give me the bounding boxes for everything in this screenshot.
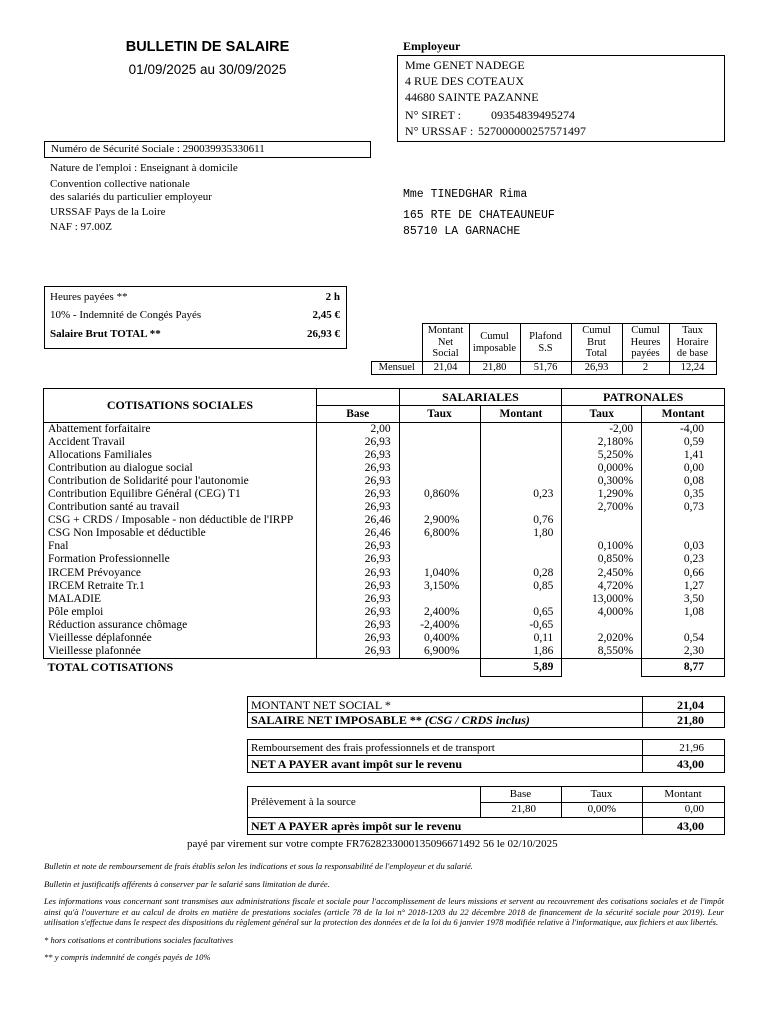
cotisation-montant-patronal: 0,66 — [642, 567, 725, 580]
cotisation-montant-salarial: 1,80 — [480, 527, 562, 540]
payment-info: payé par virement sur votre compte FR7628233000135096671492 56 le 02/10/2025 — [187, 838, 558, 850]
cotisation-taux-salarial — [399, 462, 480, 475]
cotisation-montant-patronal: 1,27 — [642, 580, 725, 593]
cotisation-taux-salarial — [399, 501, 480, 514]
cotisation-montant-salarial — [480, 462, 562, 475]
cumul-value: 12,24 — [669, 362, 716, 375]
cotisation-montant-patronal: 0,35 — [642, 488, 725, 501]
cotisation-montant-salarial: -0,65 — [480, 619, 562, 632]
cotisation-label: Pôle emploi — [44, 606, 317, 619]
cotisation-taux-salarial — [399, 553, 480, 566]
cotisation-label: Abattement forfaitaire — [44, 423, 317, 437]
urssaf-value: 527000000257571497 — [478, 124, 586, 138]
cotisation-row — [44, 527, 725, 540]
employee-city: 85710 LA GARNACHE — [403, 225, 521, 238]
cotisation-taux-salarial: 2,400% — [399, 606, 480, 619]
cotisation-taux-salarial: 6,900% — [399, 645, 480, 659]
footer-note-1: Bulletin et note de remboursement de frais établis selon les indications et sous la responsabilité de l'employeur et du salarié. — [44, 861, 473, 871]
cotisation-montant-salarial — [480, 593, 562, 606]
cotisation-montant-salarial — [480, 501, 562, 514]
cumul-value: 2 — [622, 362, 669, 375]
cotisation-base: 26,46 — [316, 527, 399, 540]
cotisation-taux-salarial: 0,400% — [399, 632, 480, 645]
cotisation-montant-patronal: -4,00 — [642, 423, 725, 437]
cumul-header-heures: Cumul Heures payées — [622, 324, 669, 362]
remboursement-value: 21,96 — [679, 742, 704, 754]
cotisation-taux-patronal — [562, 514, 642, 527]
urssaf-label: N° URSSAF : — [405, 124, 474, 138]
col-taux-sal: Taux — [399, 406, 480, 423]
footer-note-5: ** y compris indemnité de congés payés de 10% — [44, 952, 211, 962]
cotisation-montant-patronal: 0,73 — [642, 501, 725, 514]
cotisation-taux-patronal — [562, 527, 642, 540]
cotisation-taux-salarial — [399, 423, 480, 437]
cotisation-montant-salarial — [480, 423, 562, 437]
employer-city: 44680 SAINTE PAZANNE — [405, 90, 539, 104]
cotisation-taux-salarial — [399, 475, 480, 488]
cotisation-label: Accident Travail — [44, 436, 317, 449]
net-apres-label: NET A PAYER après impôt sur le revenu — [251, 819, 462, 833]
cotisation-taux-patronal: 0,000% — [562, 462, 642, 475]
prelev-taux: 0,00% — [587, 803, 616, 815]
cotisation-base: 26,93 — [316, 475, 399, 488]
cotisation-label: Fnal — [44, 540, 317, 553]
cotisation-montant-patronal: 1,08 — [642, 606, 725, 619]
cotisation-row — [44, 462, 725, 475]
employee-street: 165 RTE DE CHATEAUNEUF — [403, 209, 555, 222]
cumul-header-imposable: Cumul imposable — [469, 324, 520, 362]
col-taux-pat: Taux — [562, 406, 642, 423]
cumul-header-plafond: Plafond S.S — [520, 324, 571, 362]
cotisation-montant-patronal: 0,59 — [642, 436, 725, 449]
cotisation-row — [44, 540, 725, 553]
total-cotisations-label: TOTAL COTISATIONS — [44, 658, 317, 676]
total-patronal: 8,77 — [642, 658, 725, 676]
prelevement-label: Prélèvement à la source — [251, 796, 356, 808]
cotisation-row — [44, 488, 725, 501]
col-montant-sal: Montant — [480, 406, 562, 423]
brut-label: Salaire Brut TOTAL ** — [50, 328, 161, 340]
cotisation-label: Formation Professionnelle — [44, 553, 317, 566]
cotisation-row — [44, 580, 725, 593]
hours-value: 2 h — [325, 291, 340, 303]
urssaf-region: URSSAF Pays de la Loire — [50, 206, 166, 218]
patronales-header: PATRONALES — [562, 389, 725, 406]
cotisation-montant-patronal: 0,00 — [642, 462, 725, 475]
cotisation-row — [44, 449, 725, 462]
col-montant-pat: Montant — [642, 406, 725, 423]
cotisation-montant-patronal: 0,23 — [642, 553, 725, 566]
cotisation-label: Contribution santé au travail — [44, 501, 317, 514]
cotisation-taux-salarial — [399, 449, 480, 462]
cotisation-label: Contribution de Solidarité pour l'autonomie — [44, 475, 317, 488]
cotisation-base: 2,00 — [316, 423, 399, 437]
cotisation-taux-patronal: 0,850% — [562, 553, 642, 566]
cotisation-taux-salarial — [399, 540, 480, 553]
cotisation-label: Allocations Familiales — [44, 449, 317, 462]
cotisation-taux-patronal: 4,000% — [562, 606, 642, 619]
payslip-title: BULLETIN DE SALAIRE — [125, 39, 290, 55]
cotisation-montant-salarial — [480, 436, 562, 449]
cotisations-table — [43, 388, 725, 677]
cotisation-taux-patronal: 1,290% — [562, 488, 642, 501]
cotisation-montant-salarial: 0,11 — [480, 632, 562, 645]
cotisation-taux-salarial — [399, 593, 480, 606]
cotisation-label: Réduction assurance chômage — [44, 619, 317, 632]
naf-code: NAF : 97.00Z — [50, 221, 113, 233]
cotisation-taux-patronal: 2,020% — [562, 632, 642, 645]
cotisation-base: 26,46 — [316, 514, 399, 527]
cotisation-label: Contribution au dialogue social — [44, 462, 317, 475]
net-imposable-note: (CSG / CRDS inclus) — [424, 713, 530, 727]
footer-notes — [44, 861, 724, 970]
net-social-value: 21,04 — [677, 698, 704, 712]
cotisation-montant-patronal: 2,30 — [642, 645, 725, 659]
cotisation-taux-patronal: -2,00 — [562, 423, 642, 437]
cotisation-base: 26,93 — [316, 580, 399, 593]
cotisation-row — [44, 632, 725, 645]
cotisation-row — [44, 423, 725, 437]
net-imposable-value: 21,80 — [677, 713, 704, 727]
footer-note-4: * hors cotisations et contributions sociales facultatives — [44, 934, 234, 945]
prelev-col-base: Base — [509, 788, 532, 800]
cotisation-taux-patronal: 2,700% — [562, 501, 642, 514]
cotisation-taux-patronal: 4,720% — [562, 580, 642, 593]
cotisation-montant-salarial: 0,76 — [480, 514, 562, 527]
cotisation-row — [44, 606, 725, 619]
cotisation-base: 26,93 — [316, 540, 399, 553]
cotisation-taux-patronal: 8,550% — [562, 645, 642, 659]
cotisation-montant-patronal: 0,08 — [642, 475, 725, 488]
remboursement-label: Remboursement des frais professionnels et de transport — [251, 742, 495, 754]
cotisation-taux-salarial: 6,800% — [399, 527, 480, 540]
hours-label: Heures payées ** — [50, 291, 128, 303]
net-avant-value: 43,00 — [677, 757, 704, 771]
cumul-header-taux: Taux Horaire de base — [669, 324, 716, 362]
cumul-row-label: Mensuel — [372, 362, 423, 375]
cotisation-base: 26,93 — [316, 462, 399, 475]
cotisation-montant-salarial — [480, 540, 562, 553]
cotisation-row — [44, 645, 725, 659]
convention-line-1: Convention collective nationale — [50, 178, 190, 190]
cumul-header-brut: Cumul Brut Total — [571, 324, 622, 362]
cotisation-montant-salarial: 0,28 — [480, 567, 562, 580]
cotisation-taux-patronal: 2,450% — [562, 567, 642, 580]
net-apres-value: 43,00 — [677, 819, 704, 833]
cotisation-base: 26,93 — [316, 632, 399, 645]
cotisation-row — [44, 553, 725, 566]
convention-line-2: des salariés du particulier employeur — [50, 191, 212, 203]
cotisation-base: 26,93 — [316, 436, 399, 449]
cotisation-base: 26,93 — [316, 645, 399, 659]
cotisation-taux-patronal: 0,300% — [562, 475, 642, 488]
cotisation-montant-patronal — [642, 514, 725, 527]
conges-label: 10% - Indemnité de Congés Payés — [50, 309, 202, 321]
cotisation-taux-patronal — [562, 619, 642, 632]
cotisation-base: 26,93 — [316, 606, 399, 619]
employer-box — [397, 55, 725, 142]
pay-period: 01/09/2025 au 30/09/2025 — [128, 62, 287, 77]
cumul-value: 51,76 — [520, 362, 571, 375]
cotisation-taux-patronal: 5,250% — [562, 449, 642, 462]
cotisation-montant-salarial — [480, 553, 562, 566]
prelev-base: 21,80 — [511, 803, 536, 815]
footer-note-3: Les informations vous concernant sont transmises aux administrations fiscale et sociale pour l'accomplissement de leurs missions et servent au recouvrement des cotisations sociales et de l'impôt ainsi qu'à l'ouverture et au calcul de droits en matière de prestations sociales (article 78 de la loi n° 2018-1203 du 22 décembre 2018 de financement de la sécurité sociale pour 2019). Leur utilisation s'effectue dans le respect des dispositions du règlement général sur la protection des données et de la loi du 6 janvier 1978 modifiée relative à l'informatique, aux fichiers et aux libertés. — [44, 896, 724, 927]
cotisation-base: 26,93 — [316, 553, 399, 566]
cotisation-label: Vieillesse déplafonnée — [44, 632, 317, 645]
prelev-col-montant: Montant — [664, 788, 702, 800]
cotisation-montant-salarial: 1,86 — [480, 645, 562, 659]
cotisation-montant-patronal — [642, 619, 725, 632]
net-box — [247, 696, 725, 728]
cotisation-montant-patronal: 1,41 — [642, 449, 725, 462]
employer-label: Employeur — [403, 39, 461, 53]
cotisation-base: 26,93 — [316, 488, 399, 501]
cotisation-montant-salarial: 0,65 — [480, 606, 562, 619]
net-avant-box — [247, 739, 725, 773]
cotisation-label: IRCEM Prévoyance — [44, 567, 317, 580]
employer-name: Mme GENET NADEGE — [405, 58, 525, 72]
net-social-label: MONTANT NET SOCIAL * — [251, 698, 391, 712]
cotisation-montant-salarial — [480, 449, 562, 462]
net-avant-label-bold: NET A PAYER — [251, 757, 329, 771]
cotisation-taux-salarial: 2,900% — [399, 514, 480, 527]
cotisation-row — [44, 436, 725, 449]
cotisation-montant-salarial — [480, 475, 562, 488]
cotisation-base: 26,93 — [316, 449, 399, 462]
job-nature: Nature de l'emploi : Enseignant à domicile — [50, 162, 238, 174]
net-apres-box — [247, 817, 725, 835]
siret-label: N° SIRET : — [405, 108, 461, 122]
cotisation-montant-patronal — [642, 527, 725, 540]
cotisation-taux-salarial: 3,150% — [399, 580, 480, 593]
cotisation-base: 26,93 — [316, 593, 399, 606]
cumul-value: 21,04 — [422, 362, 469, 375]
cotisation-base: 26,93 — [316, 567, 399, 580]
cotisation-taux-salarial: 1,040% — [399, 567, 480, 580]
cotisation-label: IRCEM Retraite Tr.1 — [44, 580, 317, 593]
cotisation-taux-salarial — [399, 436, 480, 449]
brut-value: 26,93 € — [307, 328, 340, 340]
cotisation-label: CSG Non Imposable et déductible — [44, 527, 317, 540]
cotisation-row — [44, 567, 725, 580]
cotisation-row — [44, 514, 725, 527]
cotisation-row — [44, 619, 725, 632]
salariales-header: SALARIALES — [399, 389, 562, 406]
cotisation-label: CSG + CRDS / Imposable - non déductible de l'IRPP — [44, 514, 317, 527]
conges-value: 2,45 € — [312, 309, 340, 321]
cotisation-montant-salarial: 0,23 — [480, 488, 562, 501]
cotisation-base: 26,93 — [316, 619, 399, 632]
total-salarial: 5,89 — [480, 658, 562, 676]
cotisation-label: Contribution Equilibre Général (CEG) T1 — [44, 488, 317, 501]
cotisation-base: 26,93 — [316, 501, 399, 514]
cumul-table — [371, 323, 717, 375]
cotisation-montant-patronal: 0,03 — [642, 540, 725, 553]
ssn-box: Numéro de Sécurité Sociale : 290039935330611 — [44, 141, 371, 158]
net-avant-label: avant impôt sur le revenu — [328, 757, 463, 771]
footer-note-2: Bulletin et justificatifs afférents à conserver par le salarié sans limitation de durée. — [44, 878, 330, 889]
cumul-header-net-social: Montant Net Social — [422, 324, 469, 362]
cotisation-taux-patronal: 0,100% — [562, 540, 642, 553]
cotisation-montant-patronal: 0,54 — [642, 632, 725, 645]
cotisation-label: Vieillesse plafonnée — [44, 645, 317, 659]
cotisation-row — [44, 475, 725, 488]
cumul-value: 26,93 — [571, 362, 622, 375]
cotisation-row — [44, 593, 725, 606]
cotisation-taux-patronal: 13,000% — [562, 593, 642, 606]
cotisation-montant-patronal: 3,50 — [642, 593, 725, 606]
employee-name: Mme TINEDGHAR Rima — [403, 188, 528, 201]
cotisation-montant-salarial: 0,85 — [480, 580, 562, 593]
siret-value: 09354839495274 — [491, 108, 575, 122]
col-base: Base — [316, 406, 399, 423]
cumul-value: 21,80 — [469, 362, 520, 375]
employer-street: 4 RUE DES COTEAUX — [405, 74, 524, 88]
cotisation-label: MALADIE — [44, 593, 317, 606]
net-imposable-label: SALAIRE NET IMPOSABLE ** — [251, 713, 425, 727]
prelev-montant: 0,00 — [684, 803, 704, 815]
summary-box — [44, 286, 347, 349]
cotisation-row — [44, 501, 725, 514]
cotisation-taux-salarial: 0,860% — [399, 488, 480, 501]
cotisation-taux-salarial: -2,400% — [399, 619, 480, 632]
cotisation-taux-patronal: 2,180% — [562, 436, 642, 449]
prelevement-box — [247, 786, 725, 818]
prelev-col-taux: Taux — [590, 788, 613, 800]
cotisations-title: COTISATIONS SOCIALES — [44, 389, 317, 423]
